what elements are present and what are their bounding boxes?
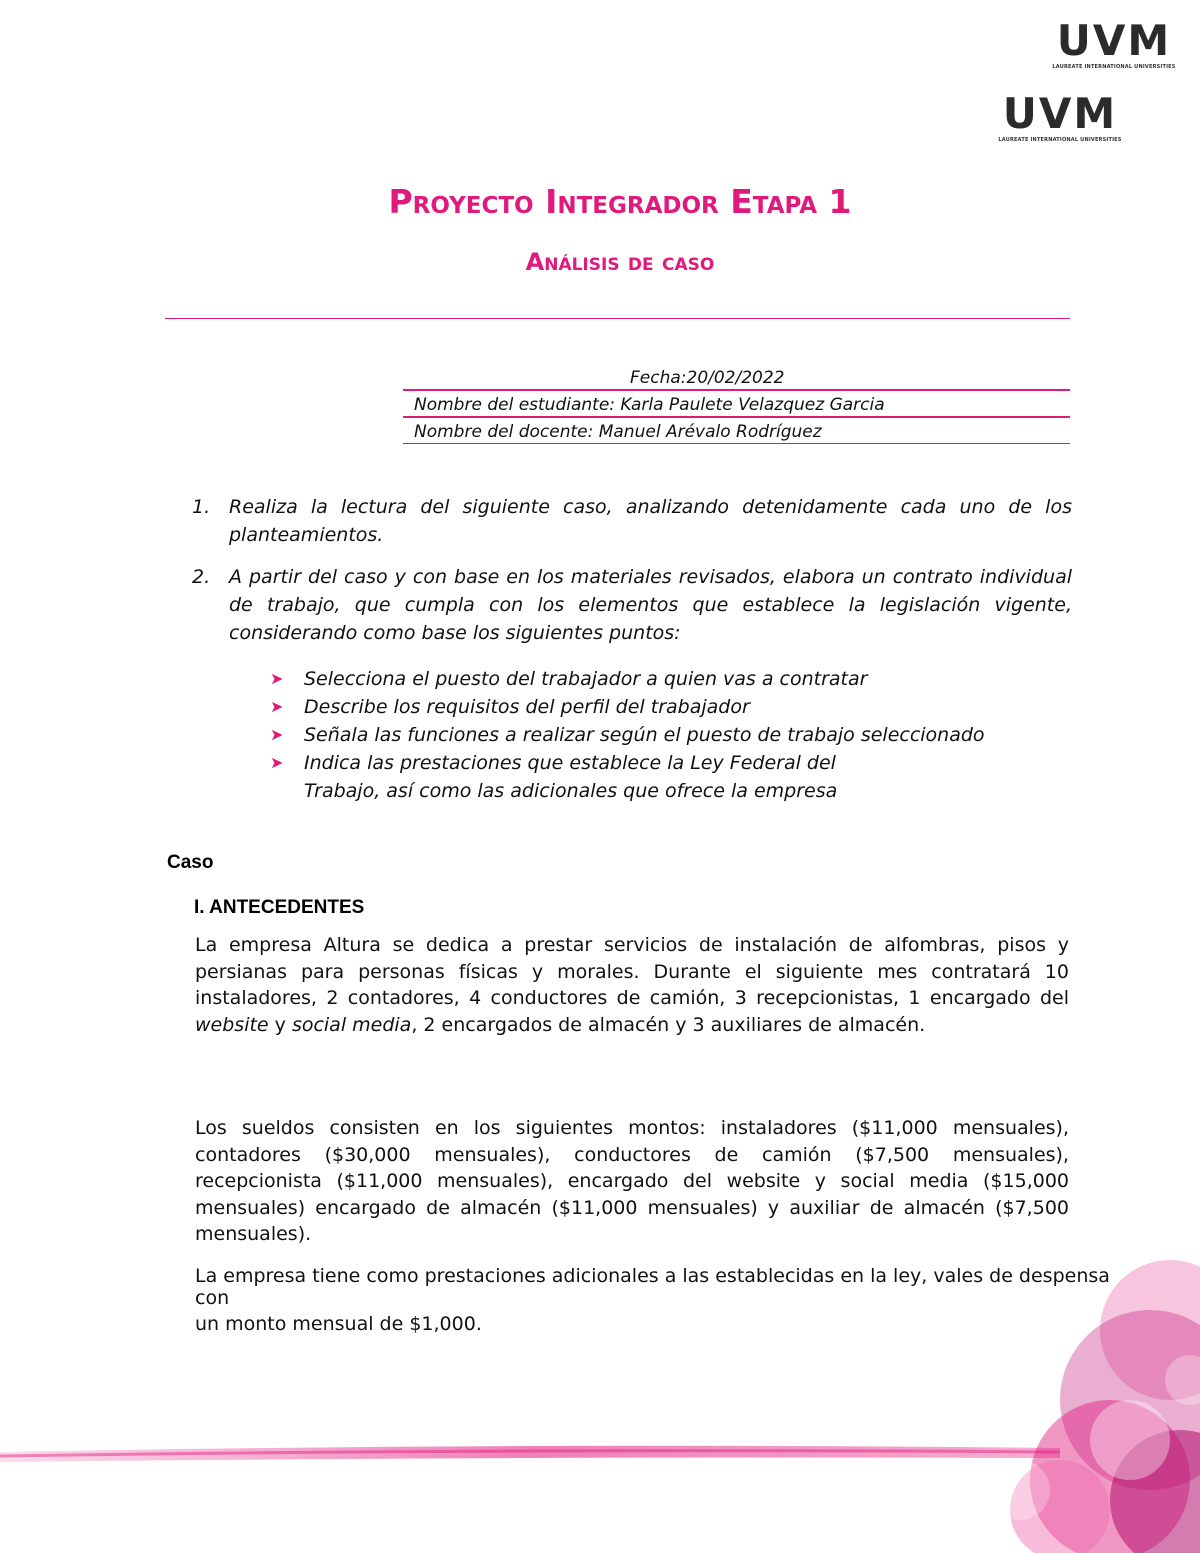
student-name-line: Nombre del estudiante: Karla Paulete Velazquez Garcia bbox=[403, 394, 1070, 418]
list-item-text: Describe los requisitos del perfil del trabajador bbox=[304, 696, 750, 718]
page-title: Proyecto Integrador Etapa 1 bbox=[388, 182, 852, 221]
page-subtitle: Análisis de caso bbox=[525, 248, 715, 276]
instruction-item bbox=[192, 563, 1072, 647]
instruction-number: 2. bbox=[192, 566, 211, 588]
flower-decoration-icon bbox=[960, 1260, 1200, 1553]
date-line: Fecha:20/02/2022 bbox=[403, 367, 1070, 391]
logo-text: UVM bbox=[1056, 16, 1172, 65]
footer-decoration bbox=[0, 1418, 1060, 1476]
instruction-text: Realiza la lectura del siguiente caso, analizando detenidamente cada uno de los planteamientos. bbox=[229, 496, 1072, 546]
uvm-logo-second bbox=[998, 89, 1122, 143]
list-item bbox=[270, 749, 1090, 777]
paragraph-text-italic: social media bbox=[291, 1013, 412, 1036]
list-item-text: Señala las funciones a realizar según el puesto de trabajo seleccionado bbox=[304, 724, 985, 746]
list-item bbox=[270, 693, 1090, 721]
arrow-bullet-icon: ➤ bbox=[270, 669, 284, 688]
instruction-number: 1. bbox=[192, 496, 211, 518]
list-item-text: Selecciona el puesto del trabajador a quien vas a contratar bbox=[304, 668, 868, 690]
list-item-continuation bbox=[270, 777, 1090, 805]
case-paragraph bbox=[195, 932, 1069, 1038]
instruction-item bbox=[192, 493, 1072, 549]
bullet-list bbox=[270, 665, 1090, 805]
paragraph-line: un monto mensual de $1,000. bbox=[195, 1313, 482, 1335]
arrow-bullet-icon: ➤ bbox=[270, 725, 284, 744]
arrow-bullet-icon: ➤ bbox=[270, 753, 284, 772]
logo-text: UVM bbox=[1002, 89, 1118, 138]
list-item bbox=[270, 665, 1090, 693]
header-divider bbox=[165, 318, 1070, 319]
logo-subtitle: LAUREATE INTERNATIONAL UNIVERSITIES bbox=[998, 137, 1122, 143]
paragraph-text: y bbox=[268, 1013, 292, 1036]
section-heading: I. ANTECEDENTES bbox=[194, 897, 365, 918]
instruction-text: A partir del caso y con base en los materiales revisados, elabora un contrato individual de trabajo, que cumpla con los elementos que establece la legislación vigente, considerando como base los siguientes puntos: bbox=[229, 566, 1072, 644]
list-item-text: Indica las prestaciones que establece la Ley Federal del bbox=[304, 752, 836, 774]
paragraph-text: , 2 encargados de almacén y 3 auxiliares de almacén. bbox=[411, 1013, 926, 1036]
list-item-text: Trabajo, así como las adicionales que ofrece la empresa bbox=[304, 780, 838, 802]
uvm-logo-top bbox=[1052, 16, 1176, 70]
logo-subtitle: LAUREATE INTERNATIONAL UNIVERSITIES bbox=[1052, 64, 1176, 70]
paragraph-line: La empresa tiene como prestaciones adicionales a las establecidas en la ley, vales de despensa con bbox=[195, 1265, 1110, 1309]
paragraph-text-italic: website bbox=[195, 1013, 269, 1036]
salaries-paragraph: Los sueldos consisten en los siguientes montos: instaladores ($11,000 mensuales), contadores ($30,000 mensuales), conductores de camión ($7,500 mensuales), recepcionista ($11,000 mensuales), encargado del website y social media ($15,000 mensuales) encargado de almacén ($11,000 mensuales) y auxiliar de almacén ($7,500 mensuales). bbox=[195, 1117, 1069, 1245]
case-heading: Caso bbox=[167, 852, 214, 873]
paragraph-text: La empresa Altura se dedica a prestar servicios de instalación de alfombras, pisos y persianas para personas físicas y morales. Durante el siguiente mes contratará 10 instaladores, 2 contadores, 4 conductores de camión, 3 recepcionistas, 1 encargado del bbox=[195, 934, 1069, 1009]
teacher-name-line: Nombre del docente: Manuel Arévalo Rodríguez bbox=[403, 421, 1070, 444]
arrow-bullet-icon: ➤ bbox=[270, 697, 284, 716]
list-item bbox=[270, 721, 1090, 749]
